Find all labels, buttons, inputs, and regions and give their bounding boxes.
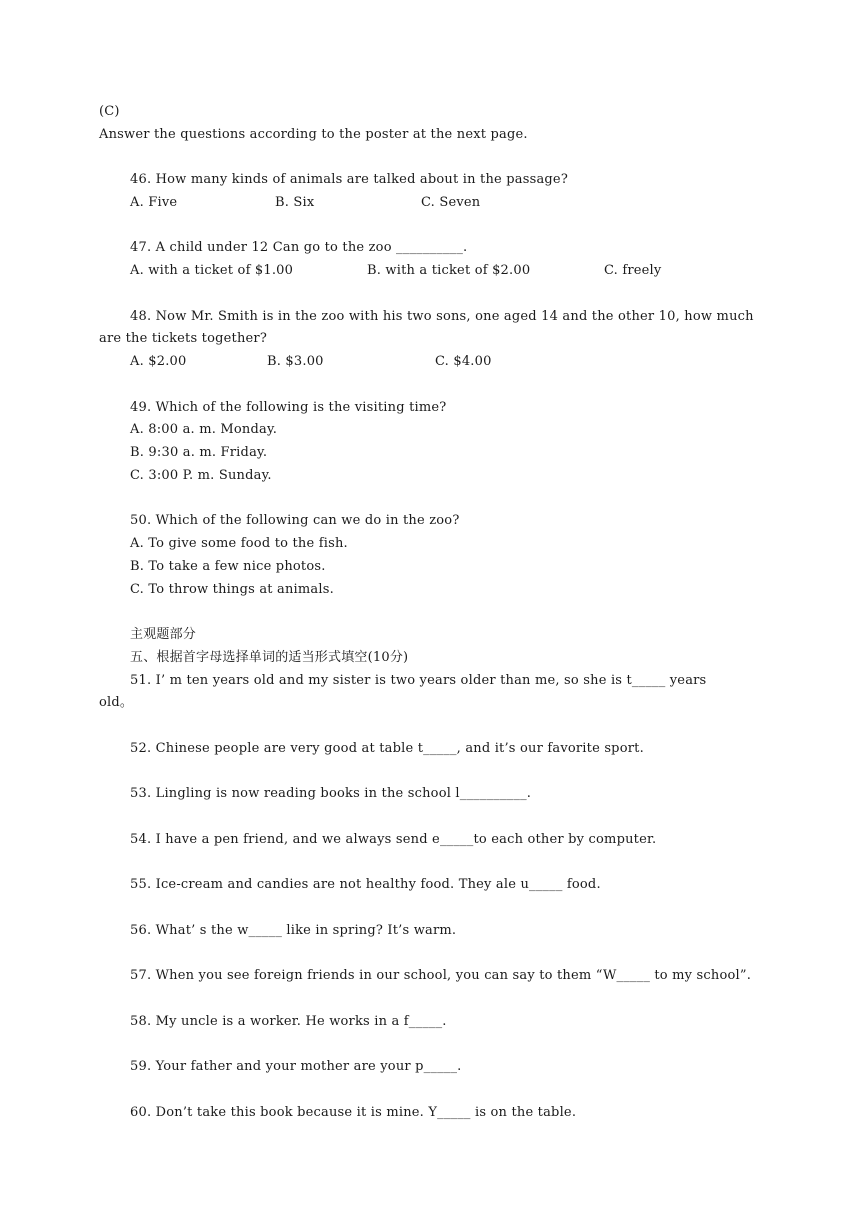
section-instruction: Answer the questions according to the poster at the next page. — [99, 127, 528, 142]
section-five-title: 五、根据首字母选择单词的适当形式填空(10分) — [130, 650, 409, 665]
question-50-option-a: A. To give some food to the fish. — [130, 536, 348, 551]
question-46-option-c: C. Seven — [421, 195, 481, 210]
question-46-stem: 46. How many kinds of animals are talked about in the passage? — [130, 172, 568, 187]
question-46-option-b: B. Six — [275, 195, 315, 210]
question-49-stem: 49. Which of the following is the visiting time? — [130, 400, 447, 415]
fill-item-51-line1: 51. I’ m ten years old and my sister is two years older than me, so she is t_____ years — [130, 673, 707, 688]
question-48-stem-line2: are the tickets together? — [99, 331, 268, 346]
question-49-option-c: C. 3:00 P. m. Sunday. — [130, 468, 272, 483]
question-48-option-b: B. $3.00 — [267, 354, 324, 369]
fill-item-56: 56. What’ s the w_____ like in spring? It’s warm. — [130, 923, 457, 938]
question-49-option-a: A. 8:00 a. m. Monday. — [130, 422, 278, 437]
question-50-option-b: B. To take a few nice photos. — [130, 559, 326, 574]
question-50-option-c: C. To throw things at animals. — [130, 582, 334, 597]
question-49-option-b: B. 9:30 a. m. Friday. — [130, 445, 268, 460]
fill-item-60: 60. Don’t take this book because it is mine. Y_____ is on the table. — [130, 1105, 577, 1120]
question-48-option-c: C. $4.00 — [435, 354, 492, 369]
question-47-stem: 47. A child under 12 Can go to the zoo __________. — [130, 240, 468, 255]
question-46-option-a: A. Five — [130, 195, 178, 210]
fill-item-52: 52. Chinese people are very good at table t_____, and it’s our favorite sport. — [130, 741, 644, 756]
section-label: (C) — [99, 104, 120, 119]
fill-item-51-line2: old。 — [99, 695, 134, 710]
fill-item-57: 57. When you see foreign friends in our school, you can say to them “W_____ to my school”. — [130, 968, 752, 983]
fill-item-54: 54. I have a pen friend, and we always send e_____to each other by computer. — [130, 832, 657, 847]
question-47-option-c: C. freely — [604, 263, 662, 278]
fill-item-53: 53. Lingling is now reading books in the school l__________. — [130, 786, 532, 801]
question-48-stem-line1: 48. Now Mr. Smith is in the zoo with his two sons, one aged 14 and the other 10, how much — [130, 309, 754, 324]
question-47-option-a: A. with a ticket of $1.00 — [130, 263, 294, 278]
question-48-option-a: A. $2.00 — [130, 354, 187, 369]
question-47-option-b: B. with a ticket of $2.00 — [367, 263, 531, 278]
subjective-heading: 主观题部分 — [130, 627, 197, 642]
fill-item-58: 58. My uncle is a worker. He works in a f_____. — [130, 1014, 447, 1029]
question-50-stem: 50. Which of the following can we do in the zoo? — [130, 513, 460, 528]
fill-item-59: 59. Your father and your mother are your p_____. — [130, 1059, 462, 1074]
fill-item-55: 55. Ice-cream and candies are not healthy food. They ale u_____ food. — [130, 877, 601, 892]
